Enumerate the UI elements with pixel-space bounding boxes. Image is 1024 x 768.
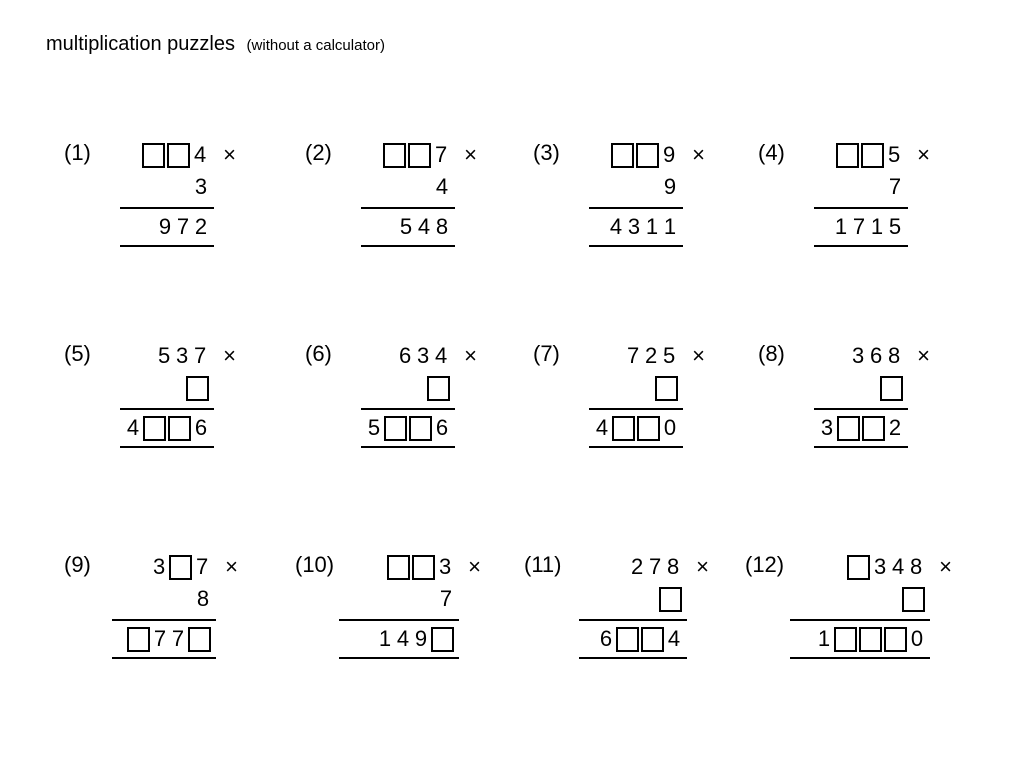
subtitle-text: (without a calculator) (246, 37, 385, 54)
digit: 3 (153, 554, 166, 579)
digit: 4 (667, 626, 681, 651)
puzzle-number: (3) (533, 140, 560, 165)
bottom-rule-line (790, 657, 930, 659)
puzzle-number: (1) (64, 140, 91, 165)
blank-digit-box[interactable] (641, 627, 664, 652)
digit: 7 (852, 214, 866, 239)
blank-digit-box[interactable] (169, 555, 192, 580)
digit: 6 (870, 343, 883, 368)
product-row (376, 624, 455, 654)
multiplier-row (426, 373, 451, 403)
digit: 1 (663, 214, 677, 239)
blank-digit-box[interactable] (431, 627, 454, 652)
digit: 2 (631, 554, 644, 579)
digit: 8 (910, 554, 923, 579)
puzzle-number: (12) (745, 552, 785, 577)
bottom-rule-line (120, 446, 214, 448)
digit: 2 (194, 214, 208, 239)
blank-digit-box[interactable] (847, 555, 870, 580)
multiply-sign: × (939, 554, 952, 579)
multiplicand-row (835, 140, 930, 170)
digit: 1 (834, 214, 848, 239)
digit: 2 (645, 343, 658, 368)
digit: 7 (194, 343, 207, 368)
puzzle-number: (6) (305, 341, 332, 366)
multiplier-row (433, 172, 451, 202)
digit: 9 (158, 214, 172, 239)
multiplicand-row (846, 552, 952, 582)
multiplicand-row (386, 552, 481, 582)
blank-digit-box[interactable] (636, 143, 659, 168)
digit: 3 (874, 554, 887, 579)
digit: 7 (439, 586, 453, 611)
digit: 9 (663, 174, 677, 199)
digit: 5 (888, 142, 901, 167)
puzzle-number: (10) (295, 552, 335, 577)
multiplier-row (661, 172, 679, 202)
blank-digit-box[interactable] (412, 555, 435, 580)
multiply-sign: × (917, 142, 930, 167)
multiplicand-row (396, 341, 477, 371)
puzzle-number: (8) (758, 341, 785, 366)
digit: 7 (627, 343, 640, 368)
product-row (126, 624, 212, 654)
digit: 4 (194, 142, 207, 167)
bottom-rule-line (579, 657, 687, 659)
product-rule-line (120, 207, 214, 209)
digit: 0 (663, 415, 677, 440)
multiply-sign: × (223, 343, 236, 368)
puzzle-number: (5) (64, 341, 91, 366)
product-row (815, 624, 926, 654)
digit: 7 (649, 554, 662, 579)
product-rule-line (579, 619, 687, 621)
digit: 4 (126, 415, 140, 440)
digit: 8 (888, 343, 901, 368)
multiply-sign: × (917, 343, 930, 368)
blank-digit-box[interactable] (384, 416, 407, 441)
puzzle-6 (305, 341, 525, 471)
multiplier-row (194, 584, 212, 614)
digit: 5 (663, 343, 676, 368)
blank-digit-box[interactable] (837, 416, 860, 441)
product-rule-line (339, 619, 459, 621)
blank-digit-box[interactable] (862, 416, 885, 441)
digit: 6 (599, 626, 613, 651)
bottom-rule-line (361, 446, 455, 448)
product-rule-line (120, 408, 214, 410)
blank-digit-box[interactable] (427, 376, 450, 401)
digit: 4 (892, 554, 905, 579)
blank-digit-box[interactable] (836, 143, 859, 168)
digit: 6 (194, 415, 208, 440)
product-rule-line (112, 619, 216, 621)
multiplicand-row (849, 341, 930, 371)
puzzle-number: (2) (305, 140, 332, 165)
product-row (607, 212, 679, 242)
product-rule-line (790, 619, 930, 621)
product-rule-line (361, 408, 455, 410)
bottom-rule-line (589, 245, 683, 247)
puzzle-7 (533, 341, 753, 471)
multiplicand-row (624, 341, 705, 371)
puzzle-number: (11) (524, 552, 562, 577)
product-rule-line (814, 207, 908, 209)
blank-digit-box[interactable] (188, 627, 211, 652)
digit: 4 (435, 343, 448, 368)
multiply-sign: × (223, 142, 236, 167)
page-title (46, 33, 385, 56)
digit: 3 (417, 343, 430, 368)
multiplier-row (654, 373, 679, 403)
digit: 3 (194, 174, 208, 199)
blank-digit-box[interactable] (168, 416, 191, 441)
digit: 0 (910, 626, 924, 651)
puzzle-11 (524, 552, 744, 682)
blank-digit-box[interactable] (659, 587, 682, 612)
digit: 6 (435, 415, 449, 440)
blank-digit-box[interactable] (834, 627, 857, 652)
blank-digit-box[interactable] (616, 627, 639, 652)
digit: 5 (888, 214, 902, 239)
multiply-sign: × (464, 142, 477, 167)
multiplicand-row (610, 140, 705, 170)
multiply-sign: × (692, 142, 705, 167)
digit: 5 (158, 343, 171, 368)
puzzle-number: (4) (758, 140, 785, 165)
digit: 2 (888, 415, 902, 440)
puzzle-9 (64, 552, 284, 682)
product-row (818, 413, 904, 443)
blank-digit-box[interactable] (186, 376, 209, 401)
multiplicand-row (628, 552, 709, 582)
blank-digit-box[interactable] (880, 376, 903, 401)
digit: 9 (414, 626, 428, 651)
multiplier-row (437, 584, 455, 614)
bottom-rule-line (814, 245, 908, 247)
multiply-sign: × (225, 554, 238, 579)
product-row (365, 413, 451, 443)
multiply-sign: × (464, 343, 477, 368)
multiplier-row (879, 373, 904, 403)
blank-digit-box[interactable] (409, 416, 432, 441)
bottom-rule-line (814, 446, 908, 448)
blank-digit-box[interactable] (884, 627, 907, 652)
puzzle-number: (9) (64, 552, 91, 577)
digit: 4 (609, 214, 623, 239)
blank-digit-box[interactable] (611, 143, 634, 168)
product-rule-line (361, 207, 455, 209)
product-row (597, 624, 683, 654)
blank-digit-box[interactable] (143, 416, 166, 441)
digit: 3 (820, 415, 834, 440)
digit: 8 (435, 214, 449, 239)
digit: 3 (852, 343, 865, 368)
digit: 4 (417, 214, 431, 239)
bottom-rule-line (589, 446, 683, 448)
digit: 5 (399, 214, 413, 239)
digit: 9 (663, 142, 676, 167)
puzzle-3 (533, 140, 753, 270)
product-row (156, 212, 210, 242)
puzzle-5 (64, 341, 284, 471)
digit: 1 (817, 626, 831, 651)
blank-digit-box[interactable] (167, 143, 190, 168)
product-row (832, 212, 904, 242)
multiplicand-row (150, 552, 238, 582)
puzzle-8 (758, 341, 978, 471)
blank-digit-box[interactable] (142, 143, 165, 168)
puzzle-number: (7) (533, 341, 560, 366)
bottom-rule-line (339, 657, 459, 659)
product-row (124, 413, 210, 443)
blank-digit-box[interactable] (861, 143, 884, 168)
digit: 4 (435, 174, 449, 199)
multiply-sign: × (468, 554, 481, 579)
blank-digit-box[interactable] (859, 627, 882, 652)
blank-digit-box[interactable] (655, 376, 678, 401)
product-rule-line (814, 408, 908, 410)
digit: 6 (399, 343, 412, 368)
blank-digit-box[interactable] (408, 143, 431, 168)
digit: 4 (595, 415, 609, 440)
digit: 4 (396, 626, 410, 651)
multiplier-row (886, 172, 904, 202)
multiplier-row (185, 373, 210, 403)
multiplicand-row (155, 341, 236, 371)
multiply-sign: × (696, 554, 709, 579)
product-row (397, 212, 451, 242)
blank-digit-box[interactable] (637, 416, 660, 441)
digit: 7 (888, 174, 902, 199)
multiplier-row (658, 584, 683, 614)
bottom-rule-line (361, 245, 455, 247)
multiply-sign: × (692, 343, 705, 368)
multiplier-row (192, 172, 210, 202)
digit: 7 (196, 554, 209, 579)
digit: 8 (196, 586, 210, 611)
product-row (593, 413, 679, 443)
digit: 8 (667, 554, 680, 579)
product-rule-line (589, 408, 683, 410)
product-rule-line (589, 207, 683, 209)
blank-digit-box[interactable] (387, 555, 410, 580)
title-text: multiplication puzzles (46, 33, 235, 55)
bottom-rule-line (112, 657, 216, 659)
puzzle-1 (64, 140, 284, 270)
puzzle-10 (295, 552, 515, 682)
digit: 1 (378, 626, 392, 651)
puzzle-4 (758, 140, 978, 270)
digit: 3 (627, 214, 641, 239)
blank-digit-box[interactable] (612, 416, 635, 441)
digit: 3 (439, 554, 452, 579)
digit: 7 (171, 626, 185, 651)
digit: 7 (435, 142, 448, 167)
puzzle-12 (745, 552, 965, 682)
blank-digit-box[interactable] (383, 143, 406, 168)
digit: 1 (645, 214, 659, 239)
bottom-rule-line (120, 245, 214, 247)
digit: 3 (176, 343, 189, 368)
blank-digit-box[interactable] (127, 627, 150, 652)
digit: 1 (870, 214, 884, 239)
multiplicand-row (141, 140, 236, 170)
multiplicand-row (382, 140, 477, 170)
puzzle-2 (305, 140, 525, 270)
digit: 7 (153, 626, 167, 651)
digit: 7 (176, 214, 190, 239)
multiplier-row (901, 584, 926, 614)
digit: 5 (367, 415, 381, 440)
blank-digit-box[interactable] (902, 587, 925, 612)
